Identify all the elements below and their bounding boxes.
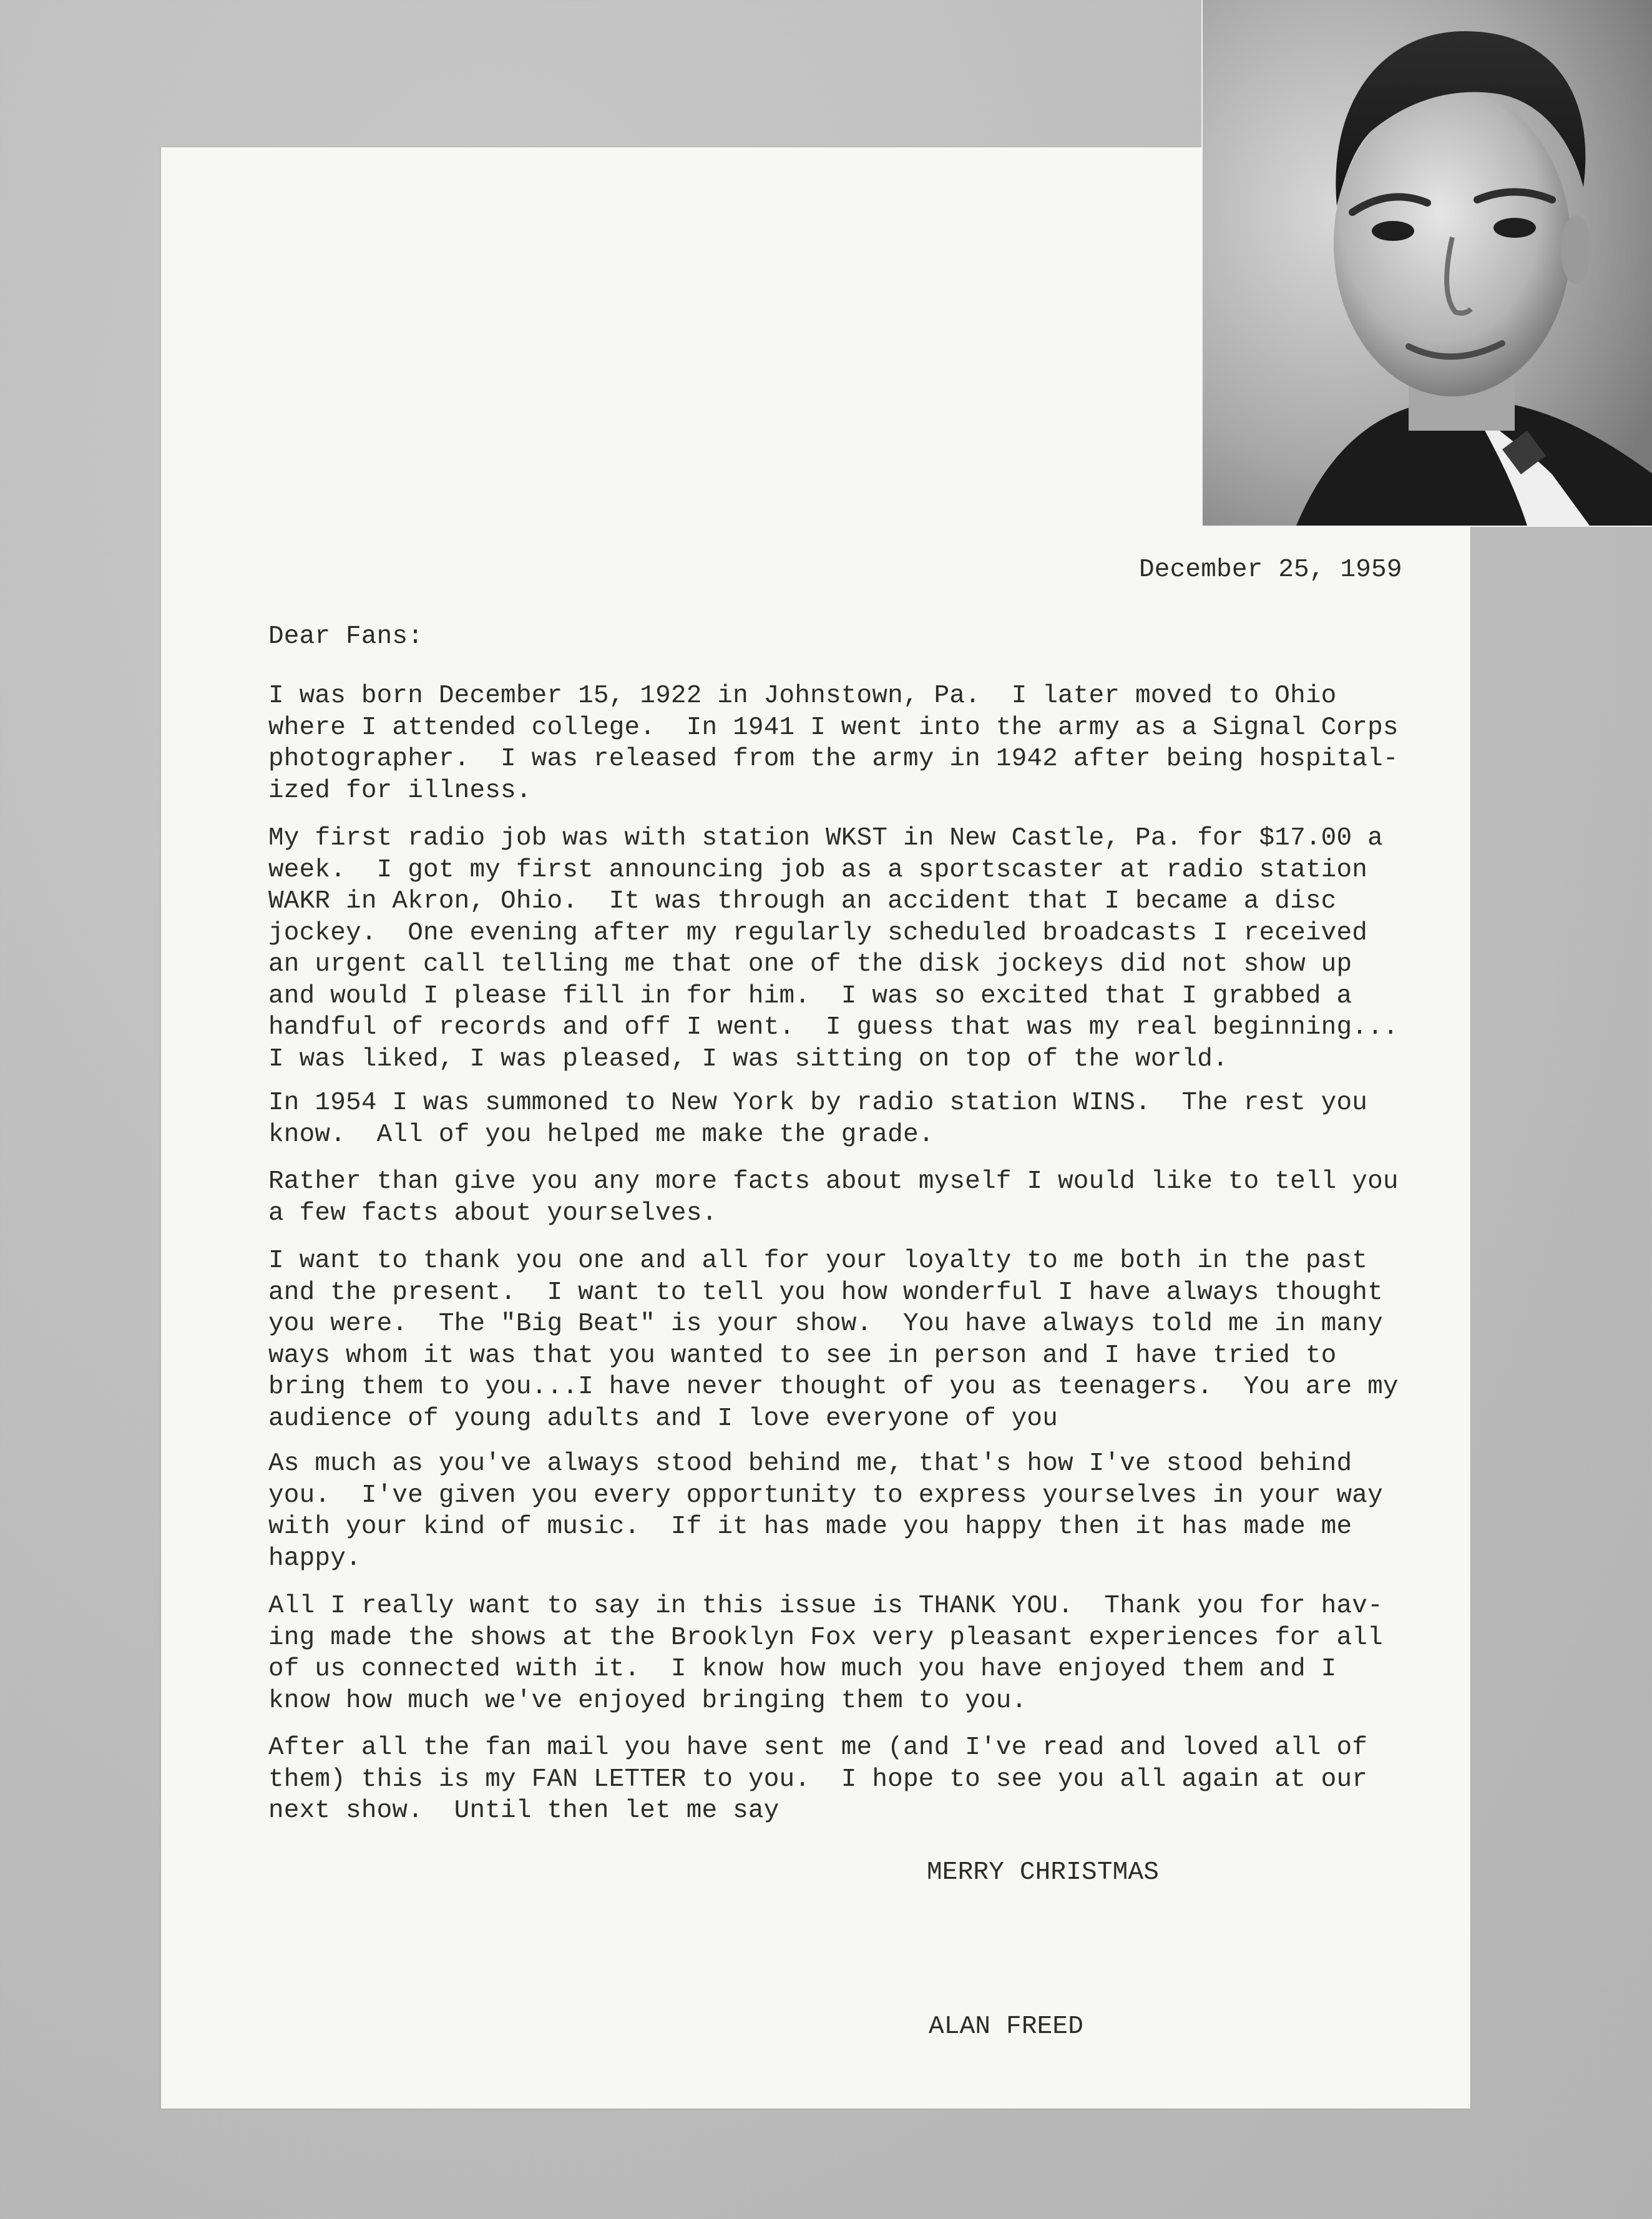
letter-date: December 25, 1959 bbox=[1139, 556, 1402, 584]
paragraph-new-york: In 1954 I was summoned to New York by radio station WINS. The rest you know. All of you helped me make the grade. bbox=[268, 1089, 1368, 1149]
salutation: Dear Fans: bbox=[268, 622, 424, 651]
paragraph-radio-career: My first radio job was with station WKST in New Castle, Pa. for $17.00 a week. I got my first announcing job as a sportscaster at radio station WAKR in Akron, Ohio. It was through an accident that I became a disc jockey. One evening after my regularly scheduled broadcasts I received an urgent call telling me that one of the disk jockeys did not show up and would I please fill in for him. I was so excited that I grabbed a handful of records and off I went. I guess that was my real beginning... I was liked, I was pleased, I was sitting on top of the world. bbox=[268, 824, 1399, 1074]
paragraph-biography: I was born December 15, 1922 in Johnstown, Pa. I later moved to Ohio where I attended college. In 1941 I went into the army as a Signal Corps photographer. I was released from the army in 1942 after being hospital- ized for illness. bbox=[268, 682, 1399, 805]
paragraph-support: As much as you've always stood behind me, that's how I've stood behind you. I've given you every opportunity to express yourselves in your way with your kind of music. If it has made you happy then it has made me happy. bbox=[268, 1449, 1383, 1573]
paragraph-thank-you: All I really want to say in this issue is THANK YOU. Thank you for hav- ing made the shows at the Brooklyn Fox very pleasant experiences for all of us connected with it. I know how much you have enjoyed them and I know how much we've enjoyed bringing them to you. bbox=[268, 1592, 1383, 1715]
closing: MERRY CHRISTMAS bbox=[927, 1858, 1160, 1887]
paragraph-facts: Rather than give you any more facts about myself I would like to tell you a few facts about yourselves. bbox=[268, 1167, 1399, 1228]
signature: ALAN FREED bbox=[929, 2012, 1084, 2041]
paragraph-thanks: I want to thank you one and all for your loyalty to me both in the past and the present. I want to tell you how wonderful I have always thought you were. The "Big Beat" is your show. You have always told me in many ways whom it was that you wanted to see in person and I have tried to bring them to you...I have never thought of you as teenagers. You are my audience of young adults and I love everyone of you bbox=[268, 1247, 1399, 1433]
paragraph-fan-letter: After all the fan mail you have sent me (and I've read and loved all of them) this is my FAN LETTER to you. I hope to see you all again at our next show. Until then let me say bbox=[268, 1733, 1368, 1825]
portrait-photo bbox=[1201, 0, 1652, 527]
portrait-image bbox=[1203, 0, 1652, 526]
